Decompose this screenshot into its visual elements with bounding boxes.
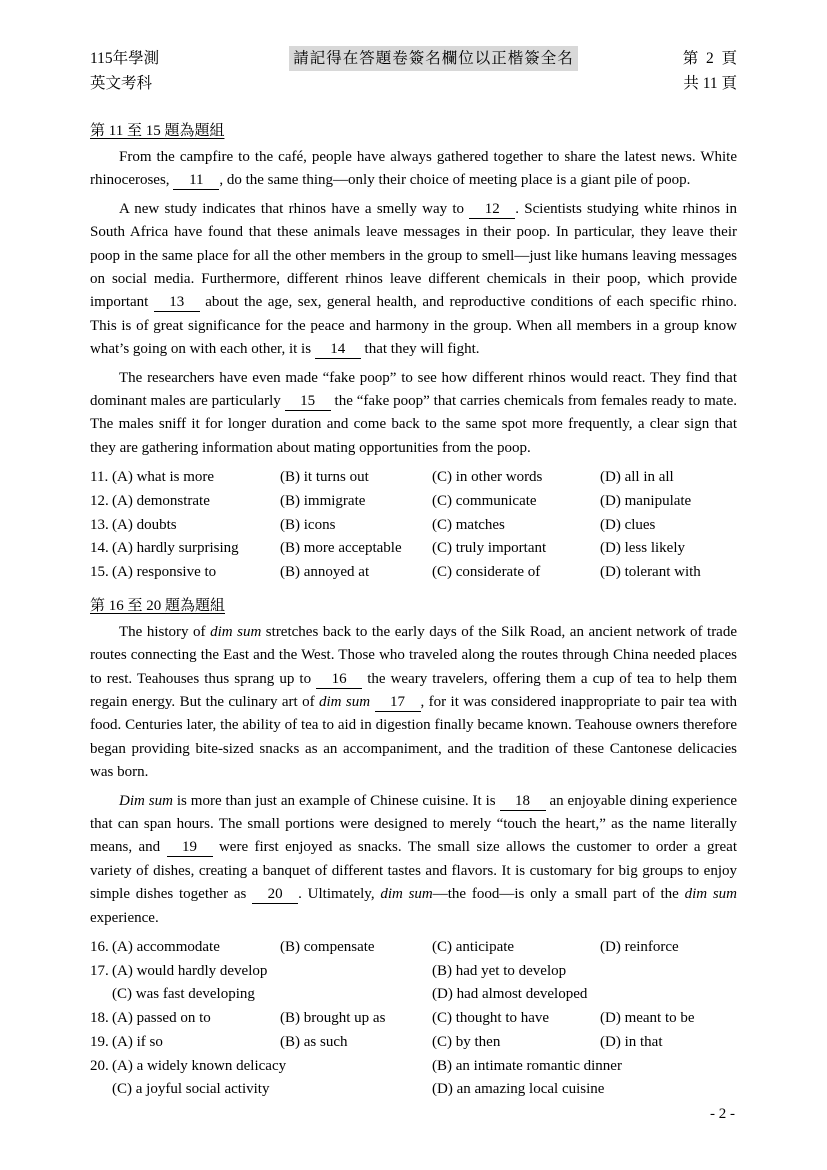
question-11 [90, 466, 737, 490]
question-12-option-b: (B) immigrate [280, 492, 366, 509]
passage-paragraph: The history of dim sum stretches back to the early days of the Silk Road, an ancient network of trade routes connecting the East and the West. Those who traveled along the routes through China needed places to rest. Teahouses thus sprang up to 16 the weary travelers, offering them a cup of tea to help them regain energy. But the culinary art of dim sum 17 , for it was considered inappropriate to pair tea with food. Centuries later, the ability of tea to aid in digestion finally became known. Teahouse owners therefore began providing bite-sized snacks as an accompaniment, and the tradition of these Cantonese delicacies was born. [90, 623, 738, 781]
question-group [90, 120, 737, 585]
page-indicator: 第 2 頁 [682, 50, 737, 67]
question-18-option-c: (C) thought to have [432, 1010, 550, 1027]
italic-term: dim sum [210, 623, 262, 640]
question-19-number: 19. [90, 1033, 109, 1050]
question-18-option-d: (D) meant to be [600, 1010, 695, 1027]
question-18 [90, 1007, 737, 1031]
blank-12: 12 [469, 201, 515, 219]
question-13-option-d: (D) clues [600, 516, 656, 533]
question-15-option-a: (A) responsive to [112, 564, 217, 581]
signature-notice: 請記得在答題卷簽名欄位以正楷簽全名 [289, 46, 578, 71]
question-15-option-c: (C) considerate of [432, 564, 541, 581]
question-12-option-c: (C) communicate [432, 492, 537, 509]
page-number-block [627, 46, 737, 96]
question-20-continued [90, 1078, 737, 1102]
blank-20: 20 [252, 886, 298, 904]
question-18-number: 18. [90, 1010, 109, 1027]
question-20-option-b: (B) an intimate romantic dinner [432, 1057, 622, 1074]
question-14-number: 14. [90, 540, 109, 557]
question-17-option-a: (A) would hardly develop [112, 962, 268, 979]
page-header [90, 46, 737, 96]
passage-paragraph: From the campfire to the café, people have always gathered together to share the latest news. White rhinoceroses, 11 , do the same thing—only their choice of meeting place is a giant pile of poop. [90, 149, 737, 189]
question-18-option-b: (B) brought up as [280, 1010, 386, 1027]
question-17-number: 17. [90, 962, 109, 979]
question-11-number: 11. [90, 469, 109, 486]
passage-paragraph: The researchers have even made “fake poop” to see how different rhinos would react. They find that dominant males are particularly 15 the “fake poop” that carries chemicals from females ready to mate. The males sniff it for longer duration and come back to the same spot more frequently, a clear sign that they are gathering information about mating opportunities from the poop. [90, 369, 738, 456]
question-15-number: 15. [90, 564, 109, 581]
passage-paragraph: A new study indicates that rhinos have a smelly way to 12 . Scientists studying white rhinos in South Africa have found that these animals leave messages in their poop. In particular, they leave their poop in the same place for all the other members in the group to smell—just like humans leaving messages on social media. Furthermore, different rhinos leave different chemicals in their poop, which provide important 13 about the age, sex, general health, and reproductive conditions of each specific rhino. This is of great significance for the peace and harmony in the group. When all members in a group know what’s going on with each other, it is 14 that they will fight. [90, 200, 737, 358]
exam-name: 115年學測 [90, 50, 160, 67]
question-20-option-d: (D) an amazing local cuisine [432, 1081, 605, 1098]
blank-17: 17 [375, 694, 421, 712]
question-15-option-b: (B) annoyed at [280, 564, 370, 581]
blank-19: 19 [167, 839, 213, 857]
sections [90, 120, 737, 1102]
question-17-continued [90, 983, 737, 1007]
question-20-option-a: (A) a widely known delicacy [112, 1057, 287, 1074]
question-13-option-c: (C) matches [432, 516, 505, 533]
question-14-option-c: (C) truly important [432, 540, 547, 557]
italic-term: dim sum [380, 886, 433, 903]
question-14 [90, 537, 737, 561]
question-13-number: 13. [90, 516, 109, 533]
section-title-wrap [90, 120, 737, 143]
section-title: 第 11 至 15 題為題組 [90, 123, 225, 139]
question-12 [90, 490, 737, 514]
question-list [90, 466, 737, 585]
question-19-option-c: (C) by then [432, 1033, 501, 1050]
question-17-number-spacer [90, 983, 112, 1007]
question-15-option-d: (D) tolerant with [600, 564, 701, 581]
question-11-option-d: (D) all in all [600, 469, 674, 486]
passage-paragraph: Dim sum is more than just an example of Chinese cuisine. It is 18 an enjoyable dining experience that can span hours. The small portions were designed to merely “touch the heart,” as the name literally means, and 19 were first enjoyed as snacks. The small size allows the customer to order a great variety of dishes, creating a banquet of different tastes and flavors. It is customary for big groups to enjoy simple dishes together as 20 . Ultimately, dim sum—the food—is only a small part of the dim sum experience. [90, 792, 737, 926]
question-13 [90, 514, 737, 538]
italic-term: dim sum [684, 886, 737, 903]
page-footer [90, 1106, 737, 1123]
footer-page-number: - 2 - [710, 1106, 735, 1122]
question-20 [90, 1055, 737, 1079]
section-title: 第 16 至 20 題為題組 [90, 597, 226, 614]
question-11-option-b: (B) it turns out [280, 469, 369, 486]
question-20-number-spacer [90, 1078, 112, 1102]
question-19-option-d: (D) in that [600, 1033, 663, 1050]
question-13-option-b: (B) icons [280, 516, 336, 533]
question-20-number: 20. [90, 1057, 109, 1074]
question-list [90, 936, 737, 1102]
blank-18: 18 [500, 793, 546, 811]
question-19 [90, 1031, 737, 1055]
blank-13: 13 [154, 294, 200, 312]
blank-11: 11 [173, 172, 219, 190]
question-11-option-a: (A) what is more [112, 469, 215, 486]
question-17-option-d: (D) had almost developed [432, 986, 588, 1003]
question-16-number: 16. [90, 939, 109, 956]
section-title-wrap [90, 595, 737, 618]
question-12-number: 12. [90, 492, 109, 509]
question-16-option-d: (D) reinforce [600, 939, 679, 956]
blank-16: 16 [316, 671, 362, 689]
question-16 [90, 936, 737, 960]
question-14-option-d: (D) less likely [600, 540, 685, 557]
question-18-option-a: (A) passed on to [112, 1010, 211, 1027]
question-12-option-a: (A) demonstrate [112, 492, 210, 509]
question-12-option-d: (D) manipulate [600, 492, 692, 509]
exam-info [90, 46, 240, 96]
question-14-option-b: (B) more acceptable [280, 540, 402, 557]
question-13-option-a: (A) doubts [112, 516, 177, 533]
question-11-option-c: (C) in other words [432, 469, 543, 486]
italic-term: Dim sum [119, 792, 173, 809]
exam-subject: 英文考科 [90, 75, 153, 92]
blank-14: 14 [315, 341, 361, 359]
question-15 [90, 561, 737, 585]
question-19-option-b: (B) as such [280, 1033, 348, 1050]
question-17-option-b: (B) had yet to develop [432, 962, 567, 979]
question-17-option-c: (C) was fast developing [112, 986, 255, 1003]
italic-term: dim sum [319, 694, 371, 711]
question-17 [90, 960, 737, 984]
blank-15: 15 [285, 393, 331, 411]
question-group [90, 595, 737, 1102]
question-20-option-c: (C) a joyful social activity [112, 1081, 270, 1098]
header-notice-wrap [240, 46, 627, 71]
question-16-option-c: (C) anticipate [432, 939, 515, 956]
question-16-option-a: (A) accommodate [112, 939, 220, 956]
question-16-option-b: (B) compensate [280, 939, 375, 956]
question-14-option-a: (A) hardly surprising [112, 540, 239, 557]
question-19-option-a: (A) if so [112, 1033, 163, 1050]
total-pages-indicator: 共 11 頁 [683, 75, 737, 92]
